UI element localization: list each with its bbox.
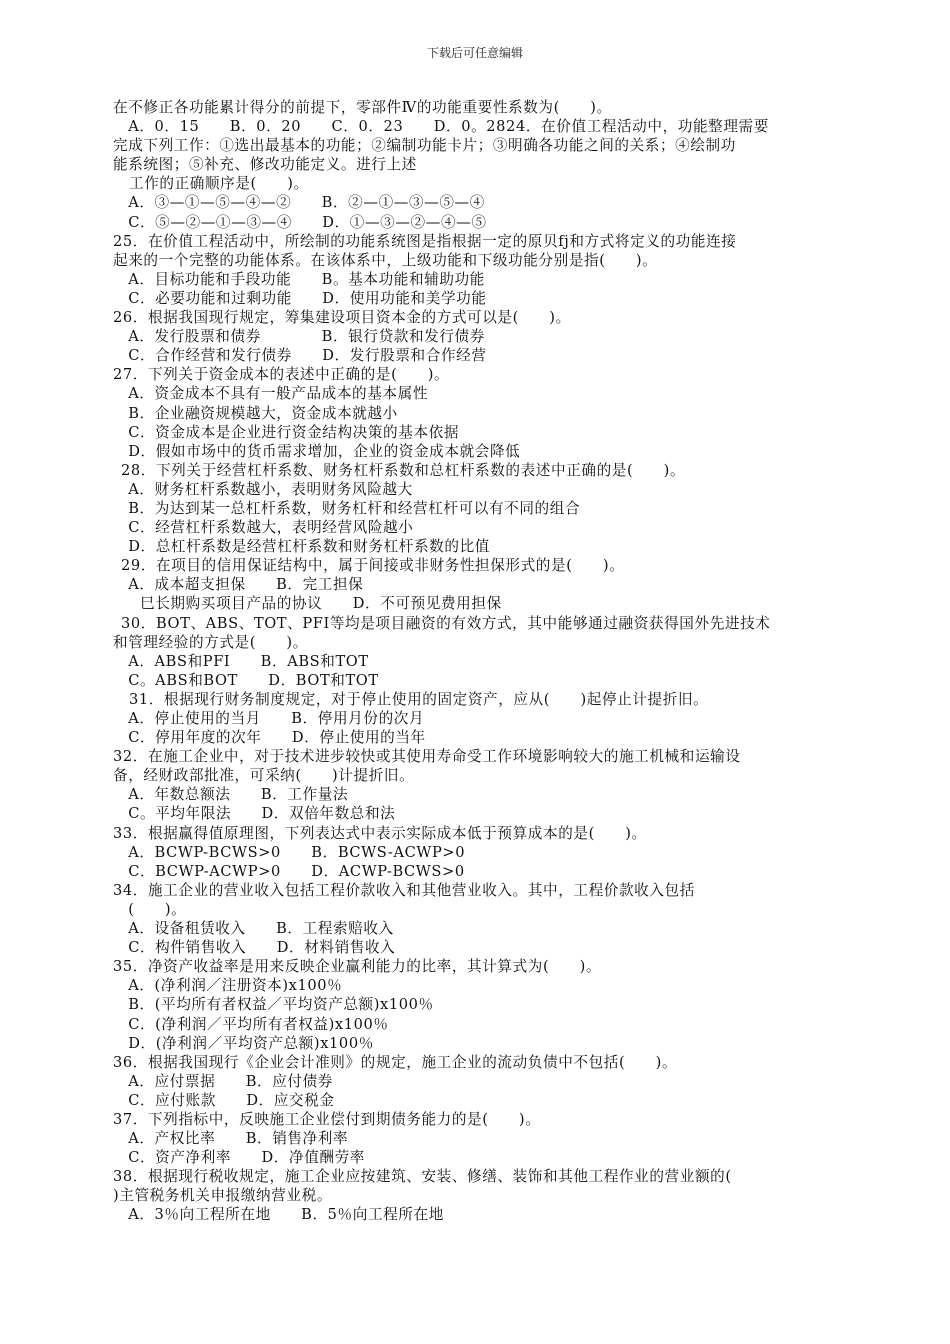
text-line: 完成下列工作：①选出最基本的功能；②编制功能卡片；③明确各功能之间的关系；④绘制功 bbox=[113, 137, 736, 155]
text-line: 起来的一个完整的功能体系。在该体系中，上级功能和下级功能分别是指( )。 bbox=[113, 251, 658, 269]
question-25: 25．在价值工程活动中，所绘制的功能系统图是指根据一定的原贝fj和方式将定义的功能连接 bbox=[113, 232, 737, 250]
text-line: A．BCWP-BCWS>0 B．BCWS-ACWP>0 bbox=[113, 843, 466, 861]
text-line: 工作的正确顺序是( )。 bbox=[129, 175, 309, 193]
text-line: B．(平均所有者权益／平均资产总额)x100％ bbox=[113, 996, 434, 1014]
text-line: A．③—①—⑤—④—② B．②—①—③—⑤—④ bbox=[113, 194, 485, 212]
text-line: 能系统图；⑤补充、修改功能定义。进行上述 bbox=[113, 156, 417, 174]
text-line: C．必要功能和过剩功能 D．使用功能和美学功能 bbox=[113, 289, 487, 307]
text-line: C．⑤—②—①—③—④ D．①—③—②—④—⑤ bbox=[113, 213, 487, 231]
question-33: 33．根据赢得值原理图，下列表达式中表示实际成本低于预算成本的是( )。 bbox=[113, 824, 647, 842]
text-line: ( )。 bbox=[113, 900, 187, 918]
text-line: A．ABS和PFI B．ABS和TOT bbox=[113, 652, 369, 670]
text-line: A．资金成本不具有一般产品成本的基本属性 bbox=[113, 385, 429, 403]
text-line: D．(净利润／平均资产总额)x100％ bbox=[113, 1034, 374, 1052]
text-line: C。ABS和BOT D．BOT和TOT bbox=[113, 671, 379, 689]
text-line: A．目标功能和手段功能 B。基本功能和辅助功能 bbox=[113, 270, 485, 288]
text-line: A．应付票据 B．应付债券 bbox=[113, 1072, 333, 1090]
text-line: A．发行股票和债券 B．银行贷款和发行债券 bbox=[113, 328, 485, 346]
text-line: C。平均年限法 D．双倍年数总和法 bbox=[113, 805, 396, 823]
text-line: 巳长期购买项目产品的协议 D．不可预见费用担保 bbox=[140, 595, 502, 613]
text-line: C．资产净利率 D．净值酬劳率 bbox=[113, 1149, 365, 1167]
text-line: B．为达到某一总杠杆系数，财务杠杆和经营杠杆可以有不同的组合 bbox=[113, 499, 581, 517]
question-30: 30．BOT、ABS、TOT、PFI等均是项目融资的有效方式，其中能够通过融资获得国外先进技术 bbox=[121, 614, 771, 632]
question-35: 35．净资产收益率是用来反映企业赢利能力的比率，其计算式为( )。 bbox=[113, 958, 602, 976]
question-26: 26．根据我国现行规定，筹集建设项目资本金的方式可以是( )。 bbox=[113, 309, 571, 327]
text-line: D．总杠杆系数是经营杠杆系数和财务杠杆系数的比值 bbox=[113, 538, 490, 556]
text-line: B．企业融资规模越大，资金成本就越小 bbox=[113, 404, 398, 422]
text-line: C．停用年度的次年 D．停止使用的当年 bbox=[113, 729, 426, 747]
text-line: C．构件销售收入 D．材料销售收入 bbox=[113, 939, 396, 957]
question-27: 27．下列关于资金成本的表述中正确的是( )。 bbox=[113, 366, 450, 384]
text-line: 备，经财政部批准，可采纳( )计提折旧。 bbox=[113, 767, 415, 785]
text-line: C．BCWP-ACWP>0 D．ACWP-BCWS>0 bbox=[113, 862, 465, 880]
text-line: C．经营杠杆系数越大，表明经营风险越小 bbox=[113, 519, 414, 537]
text-line: D．假如市场中的货币需求增加，企业的资金成本就会降低 bbox=[113, 442, 521, 460]
text-line: )主管税务机关申报缴纳营业税。 bbox=[113, 1187, 333, 1205]
text-line: A．停止使用的当月 B．停用月份的次月 bbox=[113, 710, 425, 727]
document-body bbox=[113, 98, 841, 1225]
text-line: A．财务杠杆系数越小，表明财务风险越大 bbox=[113, 480, 413, 498]
question-38: 38．根据现行税收规定，施工企业应按建筑、安装、修缮、装饰和其他工程作业的营业额的( bbox=[113, 1168, 732, 1186]
question-28: 28．下列关于经营杠杆系数、财务杠杆系数和总杠杆系数的表述中正确的是( )。 bbox=[121, 461, 686, 479]
text-line: A．年数总额法 B．工作量法 bbox=[113, 786, 349, 804]
text-line: A．3％向工程所在地 B．5％向工程所在地 bbox=[113, 1206, 444, 1224]
question-31: 31．根据现行财务制度规定，对于停止使用的固定资产，应从( )起停止计提折旧。 bbox=[129, 690, 709, 708]
question-32: 32．在施工企业中，对于技术进步较快或其使用寿命受工作环境影响较大的施工机械和运输设 bbox=[113, 748, 741, 766]
page-header: 下载后可任意编辑 bbox=[426, 46, 523, 60]
text-line: A．0．15 B．0．20 C．0．23 D．0。2824．在价值工程活动中，功能整理需要 bbox=[113, 118, 769, 136]
question-29: 29．在项目的信用保证结构中，属于间接或非财务性担保形式的是( )。 bbox=[121, 557, 625, 575]
question-37: 37．下列指标中，反映施工企业偿付到期债务能力的是( )。 bbox=[113, 1110, 541, 1128]
text-line: C．(净利润／平均所有者权益)x100％ bbox=[113, 1015, 389, 1033]
question-34: 34．施工企业的营业收入包括工程价款收入和其他营业收入。其中，工程价款收入包括 bbox=[113, 881, 695, 899]
question-36: 36．根据我国现行《企业会计准则》的规定，施工企业的流动负债中不包括( )。 bbox=[113, 1053, 678, 1071]
text-line: A．产权比率 B．销售净利率 bbox=[113, 1130, 349, 1148]
text-line: 在不修正各功能累计得分的前提下，零部件Ⅳ的功能重要性系数为( )。 bbox=[113, 99, 612, 116]
text-line: C．合作经营和发行债券 D．发行股票和合作经营 bbox=[113, 347, 487, 365]
text-line: A．设备租赁收入 B．工程索赔收入 bbox=[113, 920, 394, 938]
text-line: A．成本超支担保 B．完工担保 bbox=[113, 576, 364, 594]
text-line: C．资金成本是企业进行资金结构决策的基本依据 bbox=[113, 423, 460, 441]
text-line: A．(净利润／注册资本)x100％ bbox=[113, 977, 343, 995]
text-line: 和管理经验的方式是( )。 bbox=[113, 633, 308, 651]
text-line: C．应付账款 D．应交税金 bbox=[113, 1091, 335, 1109]
